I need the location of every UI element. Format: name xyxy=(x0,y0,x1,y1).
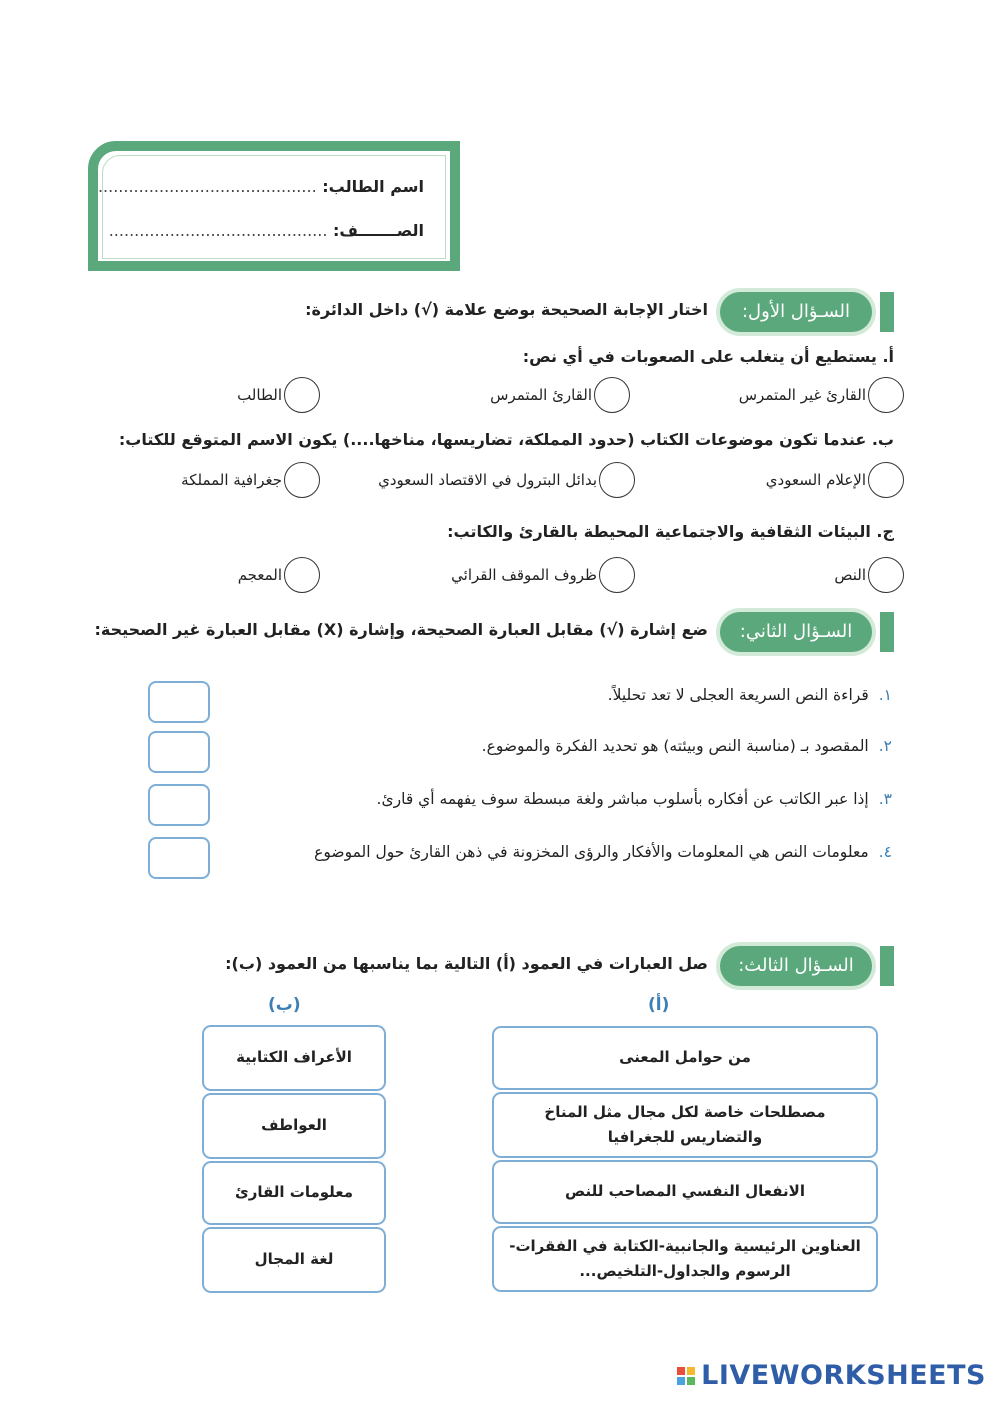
student-class-label: الصـــــــف: xyxy=(333,221,424,240)
column-b-item-2[interactable] xyxy=(202,1093,386,1159)
liveworksheets-logo xyxy=(677,1360,986,1391)
q1-b-option-2[interactable] xyxy=(378,462,635,498)
option-label: المعجم xyxy=(237,566,282,584)
match-text: مصطلحات خاصة لكل مجال مثل المناخ والتضاريس للجغرافيا xyxy=(544,1102,826,1146)
q2-statement-3 xyxy=(377,790,892,808)
statement-text: قراءة النص السريعة العجلى لا تعد تحليلاً. xyxy=(607,686,869,704)
student-class-field[interactable]: ........................................... xyxy=(108,221,328,240)
option-label: الطالب xyxy=(237,386,282,404)
q1-header-bar xyxy=(880,292,894,332)
option-label: جغرافية المملكة xyxy=(181,471,282,489)
column-b-label: (ب) xyxy=(268,995,301,1015)
column-a-label: (أ) xyxy=(648,995,670,1015)
column-a-item-3[interactable] xyxy=(492,1160,878,1224)
radio-circle[interactable] xyxy=(868,462,904,498)
q2-answer-box-4[interactable] xyxy=(148,837,210,879)
logo-text: LIVEWORKSHEETS xyxy=(701,1360,986,1391)
q2-answer-box-3[interactable] xyxy=(148,784,210,826)
match-text: من حوامل المعنى xyxy=(619,1048,751,1067)
option-label: ظروف الموقف القرائي xyxy=(451,566,597,584)
q1-instruction: اختار الإجابة الصحيحة بوضع علامة (√) داخل الدائرة: xyxy=(305,300,708,319)
match-text: لغة المجال xyxy=(254,1250,334,1269)
option-label: القارئ المتمرس xyxy=(490,386,592,404)
match-text: الانفعال النفسي المصاحب للنص xyxy=(565,1182,805,1201)
student-name-row xyxy=(98,177,424,196)
q1-item-c-text: ج. البيئات الثقافية والاجتماعية المحيطة بالقارئ والكاتب: xyxy=(447,522,894,541)
match-text: العناوين الرئيسية والجانبية-الكتابة في الفقرات-الرسوم والجداول-التلخيص... xyxy=(509,1236,861,1280)
q1-b-option-3[interactable] xyxy=(181,462,320,498)
q2-statement-4 xyxy=(314,843,892,861)
column-a-item-2[interactable] xyxy=(492,1092,878,1158)
option-label: بدائل البترول في الاقتصاد السعودي xyxy=(378,471,597,489)
statement-number: ٣. xyxy=(878,790,892,808)
q2-statement-2 xyxy=(482,737,892,755)
radio-circle[interactable] xyxy=(599,557,635,593)
q3-header xyxy=(225,946,894,986)
statement-text: إذا عبر الكاتب عن أفكاره بأسلوب مباشر ولغة مبسطة سوف يفهمه أي قارئ. xyxy=(376,790,869,808)
q1-header xyxy=(300,292,894,332)
radio-circle[interactable] xyxy=(868,377,904,413)
q2-answer-box-1[interactable] xyxy=(148,681,210,723)
q2-instruction: ضع إشارة (√) مقابل العبارة الصحيحة، وإشارة (X) مقابل العبارة غير الصحيحة: xyxy=(94,620,708,639)
q1-c-option-1[interactable] xyxy=(834,557,904,593)
q3-header-bar xyxy=(880,946,894,986)
radio-circle[interactable] xyxy=(284,557,320,593)
statement-number: ١. xyxy=(878,686,892,704)
student-name-field[interactable]: ........................................... xyxy=(97,177,317,196)
student-class-row xyxy=(109,221,424,240)
option-label: الإعلام السعودي xyxy=(765,471,866,489)
logo-mark-icon xyxy=(677,1367,695,1385)
q1-c-option-3[interactable] xyxy=(238,557,320,593)
column-b-item-1[interactable] xyxy=(202,1025,386,1091)
q1-a-option-3[interactable] xyxy=(237,377,320,413)
student-name-label: اسم الطالب: xyxy=(322,177,424,196)
match-text: الأعراف الكتابية xyxy=(236,1048,352,1067)
match-text: معلومات القارئ xyxy=(234,1183,354,1202)
q1-b-option-1[interactable] xyxy=(766,462,904,498)
statement-number: ٤. xyxy=(878,843,892,861)
column-a-item-1[interactable] xyxy=(492,1026,878,1090)
q1-item-a-text: أ. يستطيع أن يتغلب على الصعوبات في أي نص: xyxy=(522,347,894,366)
radio-circle[interactable] xyxy=(599,462,635,498)
column-a-item-4[interactable] xyxy=(492,1226,878,1292)
option-label: القارئ غير المتمرس xyxy=(738,386,866,404)
q2-statement-1 xyxy=(608,686,892,704)
column-b-item-3[interactable] xyxy=(202,1161,386,1225)
radio-circle[interactable] xyxy=(594,377,630,413)
q1-item-b-text: ب. عندما تكون موضوعات الكتاب (حدود المملكة، تضاريسها، مناخها....) يكون الاسم المتوقع للكتاب: xyxy=(118,430,894,449)
student-info-box xyxy=(88,141,460,271)
statement-text: المقصود بـ (مناسبة النص وبيئته) هو تحديد الفكرة والموضوع. xyxy=(481,737,869,755)
student-box-inner-border xyxy=(102,155,446,259)
q2-title: السـؤال الثاني: xyxy=(720,612,872,652)
option-label: النص xyxy=(834,566,866,584)
statement-number: ٢. xyxy=(878,737,892,755)
match-text: العواطف xyxy=(261,1116,327,1135)
q1-a-option-2[interactable] xyxy=(490,377,630,413)
q2-answer-box-2[interactable] xyxy=(148,731,210,773)
radio-circle[interactable] xyxy=(868,557,904,593)
radio-circle[interactable] xyxy=(284,377,320,413)
q2-header-bar xyxy=(880,612,894,652)
q3-instruction: صل العبارات في العمود (أ) التالية بما يناسبها من العمود (ب): xyxy=(225,954,708,973)
q1-a-option-1[interactable] xyxy=(739,377,904,413)
column-b-item-4[interactable] xyxy=(202,1227,386,1293)
q1-title: السـؤال الأول: xyxy=(720,292,872,332)
q3-title: السـؤال الثالث: xyxy=(720,946,872,986)
statement-text: معلومات النص هي المعلومات والأفكار والرؤى المخزونة في ذهن القارئ حول الموضوع xyxy=(314,843,869,861)
q2-header xyxy=(94,612,894,652)
radio-circle[interactable] xyxy=(284,462,320,498)
q1-c-option-2[interactable] xyxy=(451,557,635,593)
